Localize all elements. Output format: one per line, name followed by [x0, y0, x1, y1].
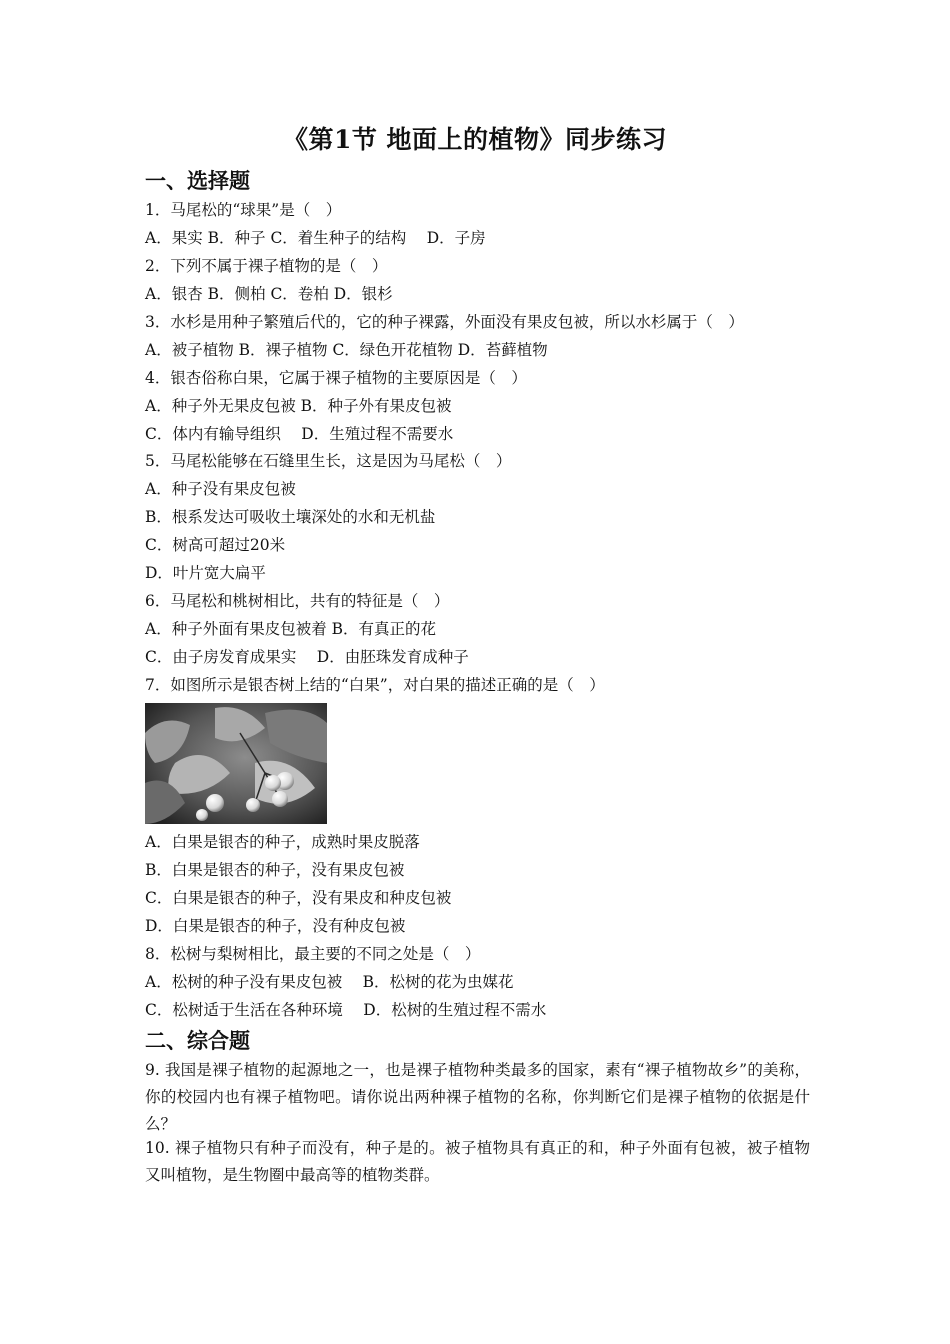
question-line: A．种子外面有果皮包被着 B．有真正的花	[145, 620, 437, 638]
answer-option: A．松树的种子没有果皮包被 B．松树的花为虫媒花	[145, 973, 514, 991]
question-line: A．种子没有果皮包被	[145, 480, 296, 498]
answer-option: C．白果是银杏的种子，没有果皮和种皮包被	[145, 889, 452, 907]
question-line: 7．如图所示是银杏树上结的“白果”，对白果的描述正确的是（ ）	[145, 676, 605, 694]
question-line: C．体内有输导组织 D．生殖过程不需要水	[145, 425, 454, 443]
question-9: 9. 我国是裸子植物的起源地之一，也是裸子植物种类最多的国家，素有“裸子植物故乡”的美称，你的校园内也有裸子植物吧。请你说出两种裸子植物的名称，你判断它们是裸子植物的依据是什么？	[145, 1061, 810, 1133]
answer-option: A．白果是银杏的种子，成熟时果皮脱落	[145, 833, 420, 851]
question-line: C．树高可超过20米	[145, 536, 286, 554]
question-line: 4．银杏俗称白果，它属于裸子植物的主要原因是（ ）	[145, 369, 527, 387]
question-line: A．被子植物 B．裸子植物 C．绿色开花植物 D．苔藓植物	[145, 341, 548, 359]
question-line: A．果实 B．种子 C．着生种子的结构 D．子房	[145, 229, 486, 247]
answer-option: B．白果是银杏的种子，没有果皮包被	[145, 861, 405, 879]
page-title: 《第1节 地面上的植物》同步练习	[282, 125, 668, 154]
question-line: D．叶片宽大扁平	[145, 564, 266, 582]
question-line: B．根系发达可吸收土壤深处的水和无机盐	[145, 508, 436, 526]
question-line: A．银杏 B．侧柏 C．卷柏 D．银杉	[145, 285, 393, 303]
answer-option: C．松树适于生活在各种环境 D．松树的生殖过程不需水	[145, 1001, 547, 1019]
question-line: C．由子房发育成果实 D．由胚珠发育成种子	[145, 648, 469, 666]
question-line: A．种子外无果皮包被 B．种子外有果皮包被	[145, 397, 452, 415]
ginkgo-image-icon	[145, 703, 327, 824]
question-line: 8．松树与梨树相比，最主要的不同之处是（ ）	[145, 945, 481, 963]
question-line: 1．马尾松的“球果”是（ ）	[145, 201, 342, 219]
ginkgo-photo	[145, 703, 327, 824]
question-line: 2．下列不属于裸子植物的是（ ）	[145, 257, 388, 275]
question-10: 10. 裸子植物只有种子而没有，种子是的。被子植物具有真正的和，种子外面有包被，被子植物又叫植物，是生物圈中最高等的植物类群。	[145, 1139, 810, 1184]
question-line: 6．马尾松和桃树相比，共有的特征是（ ）	[145, 592, 450, 610]
question-line: 5．马尾松能够在石缝里生长，这是因为马尾松（ ）	[145, 452, 512, 470]
section-heading-comprehensive: 二、综合题	[145, 1028, 250, 1053]
question-line: 3．水杉是用种子繁殖后代的，它的种子裸露，外面没有果皮包被，所以水杉属于（ ）	[145, 313, 744, 331]
answer-option: D．白果是银杏的种子，没有种皮包被	[145, 917, 406, 935]
section-heading-choice: 一、选择题	[145, 168, 250, 193]
